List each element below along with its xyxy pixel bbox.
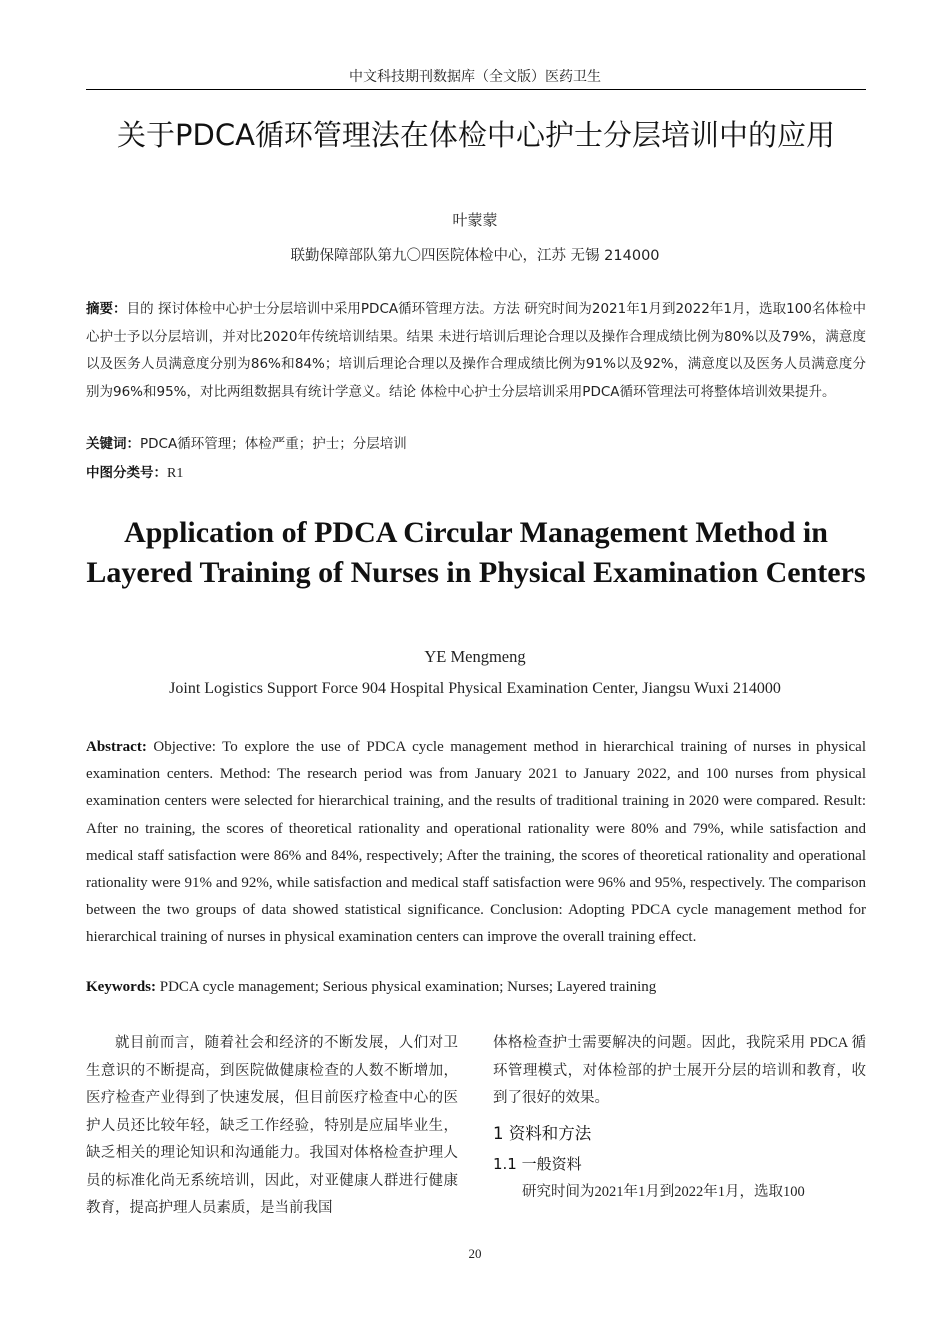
chinese-keywords-text: PDCA循环管理；体检严重；护士；分层培训	[140, 436, 407, 452]
chinese-keywords	[86, 432, 866, 452]
chinese-abstract	[86, 296, 866, 406]
chinese-title: 关于PDCA循环管理法在体检中心护士分层培训中的应用	[117, 118, 835, 152]
body-right-column	[493, 1030, 866, 1206]
section-heading-1-1: 1.1 一般资料	[493, 1154, 582, 1173]
chinese-affiliation: 联勤保障部队第九〇四医院体检中心，江苏 无锡 214000	[290, 248, 660, 264]
running-header: 中文科技期刊数据库（全文版）医药卫生	[349, 69, 601, 85]
english-keywords-label: Keywords:	[86, 979, 156, 995]
english-affiliation: Joint Logistics Support Force 904 Hospital Physical Examination Center, Jiangsu Wuxi 214000	[169, 680, 781, 697]
classification-number	[86, 461, 866, 482]
intro-paragraph: 就目前而言，随着社会和经济的不断发展，人们对卫生意识的不断提高，到医院做健康检查的人数不断增加，医疗检查产业得到了快速发展，但目前医疗检查中心的医护人员还比较年轻，缺乏工作经验，特别是应届毕业生，缺乏相关的理论知识和沟通能力。我国对体格检查护理人员的标准化尚无系统培训，因此，对亚健康人群进行健康教育，提高护理人员素质，是当前我国	[86, 1035, 458, 1216]
body-left-column	[86, 1030, 458, 1223]
english-keywords	[86, 979, 866, 996]
section-heading-1: 1 资料和方法	[493, 1123, 592, 1143]
header-rule	[86, 89, 866, 90]
chinese-author: 叶蒙蒙	[452, 211, 498, 229]
chinese-abstract-text: 目的 探讨体检中心护士分层培训中采用PDCA循环管理方法。方法 研究时间为2021年1月到2022年1月，选取100名体检中心护士予以分层培训，并对比2020年传统培训结果。结果 未进行培训后理论合理以及操作合理成绩比例为80%以及79%，满意度以及医务人员满意度分别为86%和84%；培训后理论合理以及操作合理成绩比例为91%以及92%，满意度以及医务人员满意度分别为96%和95%，对比两组数据具有统计学意义。结论 体检中心护士分层培训采用PDCA循环管理法可将整体培训效果提升。	[86, 301, 867, 400]
chinese-abstract-label: 摘要：	[86, 301, 127, 317]
classification-value: R1	[167, 466, 184, 481]
english-author: YE Mengmeng	[424, 647, 526, 666]
english-abstract-label: Abstract:	[86, 739, 147, 755]
english-keywords-text: PDCA cycle management; Serious physical examination; Nurses; Layered training	[159, 979, 657, 995]
section-1-1-text: 研究时间为2021年1月到2022年1月，选取100	[522, 1183, 805, 1200]
english-title: Application of PDCA Circular Management Method in Layered Training of Nurses in Physical Examination Centers	[86, 516, 866, 589]
page-number: 20	[468, 1246, 482, 1261]
classification-label: 中图分类号：	[86, 465, 167, 481]
intro-paragraph-continued: 体格检查护士需要解决的问题。因此，我院采用 PDCA 循环管理模式，对体检部的护士展开分层的培训和教育，收到了很好的效果。	[493, 1035, 866, 1106]
chinese-keywords-label: 关键词：	[86, 436, 140, 452]
english-abstract-text: Objective: To explore the use of PDCA cycle management method in hierarchical training of nurses in physical examination centers. Method: The research period was from January 2021 to January 2022, and 100 nurses from physical examination centers were selected for hierarchical training, and the results of traditional training in 2020 were compared. Result: After no training, the scores of theoretical rationality and operational rationality were 80% and 79%, while satisfaction and medical staff satisfaction were 86% and 84%, respectively; After the training, the scores of theoretical rationality and operational rationality were 91% and 92%, while satisfaction and medical staff satisfaction were 96% and 95%, respectively. The comparison between the two groups of data showed statistical significance. Conclusion: Adopting PDCA cycle management method for hierarchical training of nurses in physical examination centers can improve the overall training effect.	[86, 739, 866, 946]
english-abstract	[86, 734, 866, 952]
